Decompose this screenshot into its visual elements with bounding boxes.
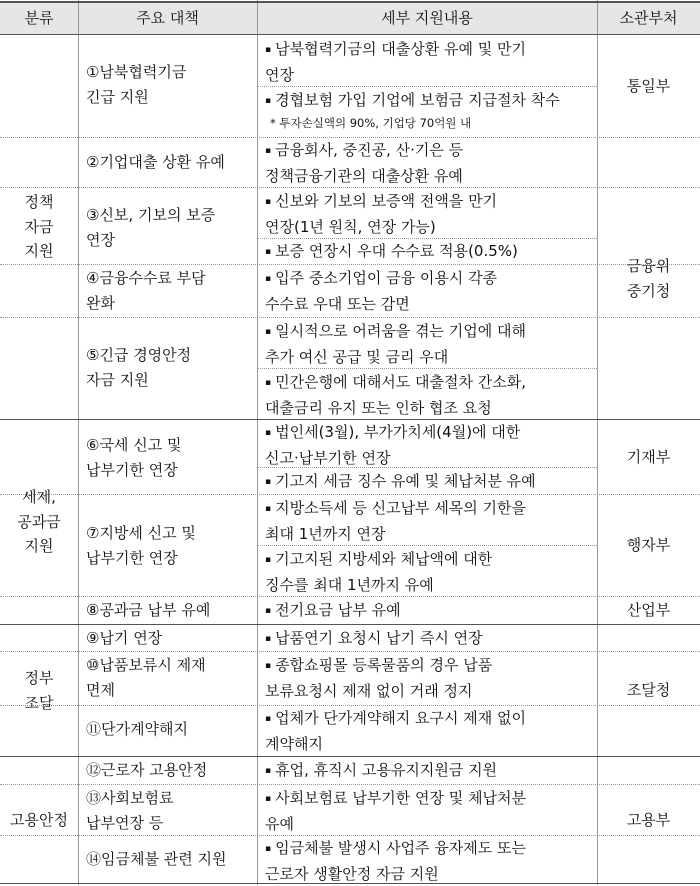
bullet-icon: ▪	[265, 794, 272, 804]
measure-item: ③신보, 기보의 보증 연장	[86, 206, 216, 249]
detail-item: ▪ 지방소득세 등 신고납부 세목의 기한을 최대 1년까지 연장	[265, 499, 527, 543]
bullet-icon: ▪	[265, 274, 272, 284]
detail-item: ▪ 임금체불 발생시 사업주 융자제도 또는 근로자 생활안정 자금 지원	[265, 839, 527, 883]
section-divider	[0, 756, 700, 757]
bullet-icon: ▪	[265, 197, 272, 207]
detail-item: ▪ 기고지 세금 징수 유예 및 체납처분 유예	[265, 472, 536, 490]
measure-item: ⑥국세 신고 및 납부기한 연장	[86, 436, 182, 479]
detail-item: ▪ 금융회사, 중진공, 산·기은 등 정책금융기관의 대출상환 유예	[265, 141, 464, 185]
measure-item: ⑪단가계약해지	[86, 720, 188, 738]
bullet-icon: ▪	[265, 146, 272, 156]
category-procurement: 정부 조달	[24, 669, 54, 712]
ministry-unification: 통일부	[626, 76, 671, 95]
section-divider	[0, 624, 700, 625]
bullet-icon: ▪	[265, 477, 272, 487]
bullet-icon: ▪	[265, 606, 272, 616]
bullet-icon: ▪	[265, 327, 272, 337]
detail-item: ▪ 일시적으로 어려움을 겪는 기업에 대해 추가 여신 공급 및 금리 우대	[265, 322, 527, 366]
detail-item: ▪ 기고지된 지방세와 체납액에 대한 징수를 최대 1년까지 유예	[265, 550, 493, 594]
bullet-icon: ▪	[265, 555, 272, 565]
row-divider	[0, 784, 700, 785]
header-bottom-border	[0, 34, 700, 35]
bullet-icon: ▪	[265, 661, 272, 671]
measure-item: ②기업대출 상환 유예	[86, 153, 225, 171]
measure-item: ⑤긴급 경영안정 자금 지원	[86, 346, 192, 389]
ministry-industry: 산업부	[626, 601, 671, 620]
bullet-icon: ▪	[265, 714, 272, 724]
detail-item: ▪ 전기요금 납부 유예	[265, 601, 401, 619]
measure-item: ⑭임금체불 관련 지원	[86, 850, 227, 868]
ministry-procurement: 조달청	[626, 681, 671, 700]
detail-item: ▪ 사회보험료 납부기한 연장 및 체납처분 유예	[265, 789, 527, 833]
detail-footnote: * 투자손실액의 90%, 기업당 70억원 내	[270, 116, 472, 130]
detail-item: ▪ 경협보험 가입 기업에 보험금 지급절차 착수	[265, 91, 560, 109]
bullet-icon: ▪	[265, 247, 272, 257]
measure-item: ⑬사회보험료 납부연장 등	[86, 789, 174, 832]
bullet-icon: ▪	[265, 428, 272, 438]
measure-item: ①남북협력기금 긴급 지원	[86, 63, 187, 106]
ministry-labor: 고용부	[626, 810, 671, 829]
column-divider	[257, 0, 258, 885]
bullet-icon: ▪	[265, 378, 272, 388]
column-divider	[78, 0, 79, 885]
measure-item: ⑨납기 연장	[86, 629, 163, 647]
detail-item: ▪ 납품연기 요청시 납기 즉시 연장	[265, 629, 483, 647]
measure-item: ⑦지방세 신고 및 납부기한 연장	[86, 524, 196, 567]
detail-item: ▪ 남북협력기금의 대출상환 유예 및 만기 연장	[265, 40, 527, 84]
detail-item: ▪ 신보와 기보의 보증액 전액을 만기 연장(1년 원칙, 연장 가능)	[265, 192, 498, 236]
measure-item: ⑩납품보류시 제재 면제	[86, 656, 206, 699]
bullet-icon: ▪	[265, 96, 272, 106]
ministry-fsc-smba: 금융위 중기청	[626, 257, 671, 300]
header-detail: 세부 지원내용	[381, 8, 473, 27]
detail-item: ▪ 법인세(3월), 부가가치세(4월)에 대한 신고·납부기한 연장	[265, 423, 521, 467]
header-ministry: 소관부처	[619, 8, 678, 27]
header-category: 분류	[24, 8, 54, 27]
detail-item: ▪ 보증 연장시 우대 수수료 적용(0.5%)	[265, 242, 518, 260]
detail-item: ▪ 업체가 단가계약해지 요구시 제재 없이 계약해지	[265, 709, 527, 753]
measure-item: ⑧공과금 납부 유예	[86, 601, 211, 619]
bullet-icon: ▪	[265, 45, 272, 55]
bullet-icon: ▪	[265, 634, 272, 644]
measure-item: ④금융수수료 부담 완화	[86, 269, 206, 312]
bullet-icon: ▪	[265, 844, 272, 854]
category-employment: 고용안정	[10, 810, 68, 829]
detail-item: ▪ 종합쇼핑몰 등록물품의 경우 납품 보류요청시 제재 없이 거래 정지	[265, 656, 493, 700]
row-divider	[0, 317, 700, 318]
category-tax-utility: 세제, 공과금 지원	[17, 488, 61, 556]
category-policy-funding: 정책 자금 지원	[24, 193, 54, 261]
detail-item: ▪ 입주 중소기업이 금융 이용시 각종 수수료 우대 또는 감면	[265, 269, 498, 313]
detail-item: ▪ 민간은행에 대해서도 대출절차 간소화, 대출금리 유지 또는 인하 협조 요청	[265, 373, 527, 417]
detail-item: ▪ 휴업, 휴직시 고용유지지원금 지원	[265, 761, 498, 779]
bullet-icon: ▪	[265, 504, 272, 514]
measure-item: ⑫근로자 고용안정	[86, 761, 208, 779]
ministry-finance: 기재부	[626, 447, 671, 466]
header-measure: 주요 대책	[136, 8, 199, 27]
ministry-interior: 행자부	[626, 536, 671, 555]
bullet-icon: ▪	[265, 766, 272, 776]
